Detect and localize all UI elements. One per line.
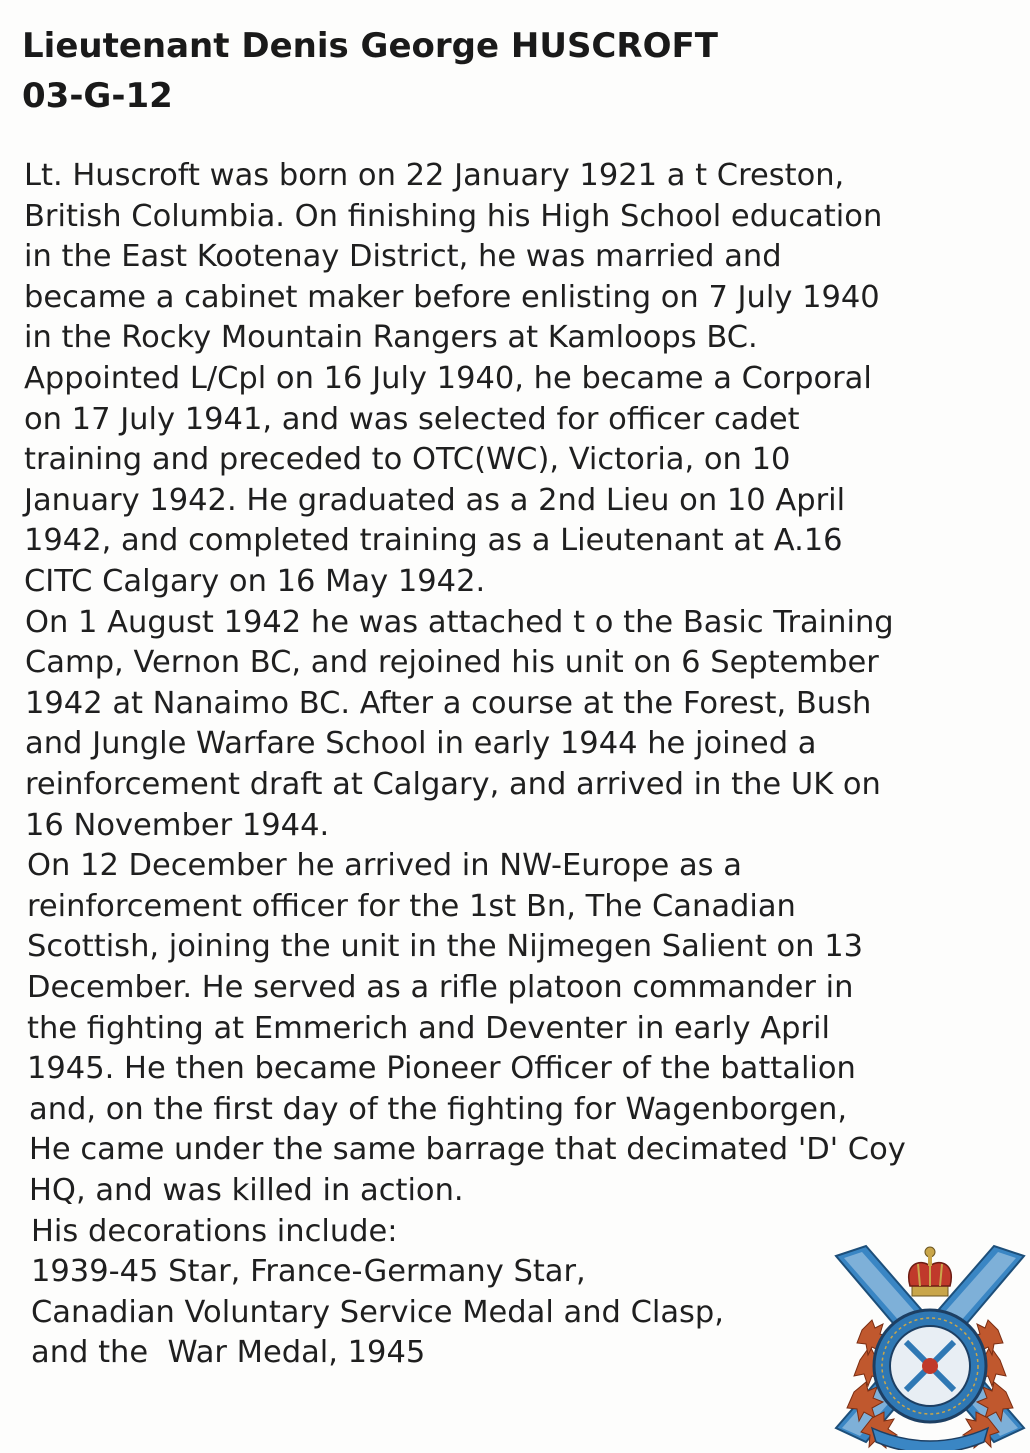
text-line: He came under the same barrage that decimated 'D' Coy: [29, 1132, 906, 1168]
text-line: became a cabinet maker before enlisting on 7 July 1940: [24, 279, 880, 315]
text-line: His decorations include:: [31, 1213, 398, 1249]
text-line: British Columbia. On finishing his High School education: [24, 198, 883, 234]
text-line: and the War Medal, 1945: [31, 1335, 426, 1371]
text-line: CITC Calgary on 16 May 1942.: [24, 564, 486, 599]
text-line: 1942, and completed training as a Lieutenant at A.16: [24, 523, 843, 559]
text-line: on 17 July 1941, and was selected for officer cadet: [24, 401, 800, 437]
text-line: the fighting at Emmerich and Deventer in early April: [27, 1010, 830, 1046]
text-line: Appointed L/Cpl on 16 July 1940, he became a Corporal: [24, 361, 872, 396]
text-line: in the East Kootenay District, he was married and: [24, 239, 782, 275]
grave-reference: 03-G-12: [22, 76, 173, 116]
text-line: Canadian Voluntary Service Medal and Clasp,: [31, 1294, 724, 1330]
text-line: and, on the first day of the fighting for Wagenborgen,: [29, 1091, 848, 1127]
text-line: On 1 August 1942 he was attached t o the Basic Training: [25, 604, 894, 640]
text-line: On 12 December he arrived in NW-Europe as a: [27, 848, 742, 884]
text-line: HQ, and was killed in action.: [29, 1173, 464, 1208]
text-line: Scottish, joining the unit in the Nijmegen Salient on 13: [27, 929, 864, 965]
canadian-scottish-regiment-badge-icon: [832, 1242, 1028, 1450]
text-line: 1939-45 Star, France-Germany Star,: [31, 1254, 586, 1290]
text-line: reinforcement officer for the 1st Bn, The Canadian: [27, 888, 796, 924]
page-title: Lieutenant Denis George HUSCROFT: [22, 26, 718, 66]
text-line: 1945. He then became Pioneer Officer of the battalion: [27, 1051, 856, 1087]
crown: [909, 1247, 952, 1296]
text-line: and Jungle Warfare School in early 1944 he joined a: [25, 726, 817, 762]
text-line: reinforcement draft at Calgary, and arrived in the UK on: [25, 767, 881, 802]
text-line: December. He served as a rifle platoon commander in: [27, 970, 854, 1005]
text-line: January 1942. He graduated as a 2nd Lieu on 10 April: [24, 482, 846, 518]
text-line: in the Rocky Mountain Rangers at Kamloops BC.: [24, 320, 758, 356]
text-line: 16 November 1944.: [25, 807, 330, 843]
text-line: training and preceded to OTC(WC), Victoria, on 10: [24, 442, 791, 478]
text-line: 1942 at Nanaimo BC. After a course at the Forest, Bush: [25, 685, 872, 721]
text-line: Camp, Vernon BC, and rejoined his unit on 6 September: [25, 645, 879, 681]
circlet: [874, 1310, 986, 1422]
text-line: Lt. Huscroft was born on 22 January 1921 a t Creston,: [24, 158, 845, 193]
